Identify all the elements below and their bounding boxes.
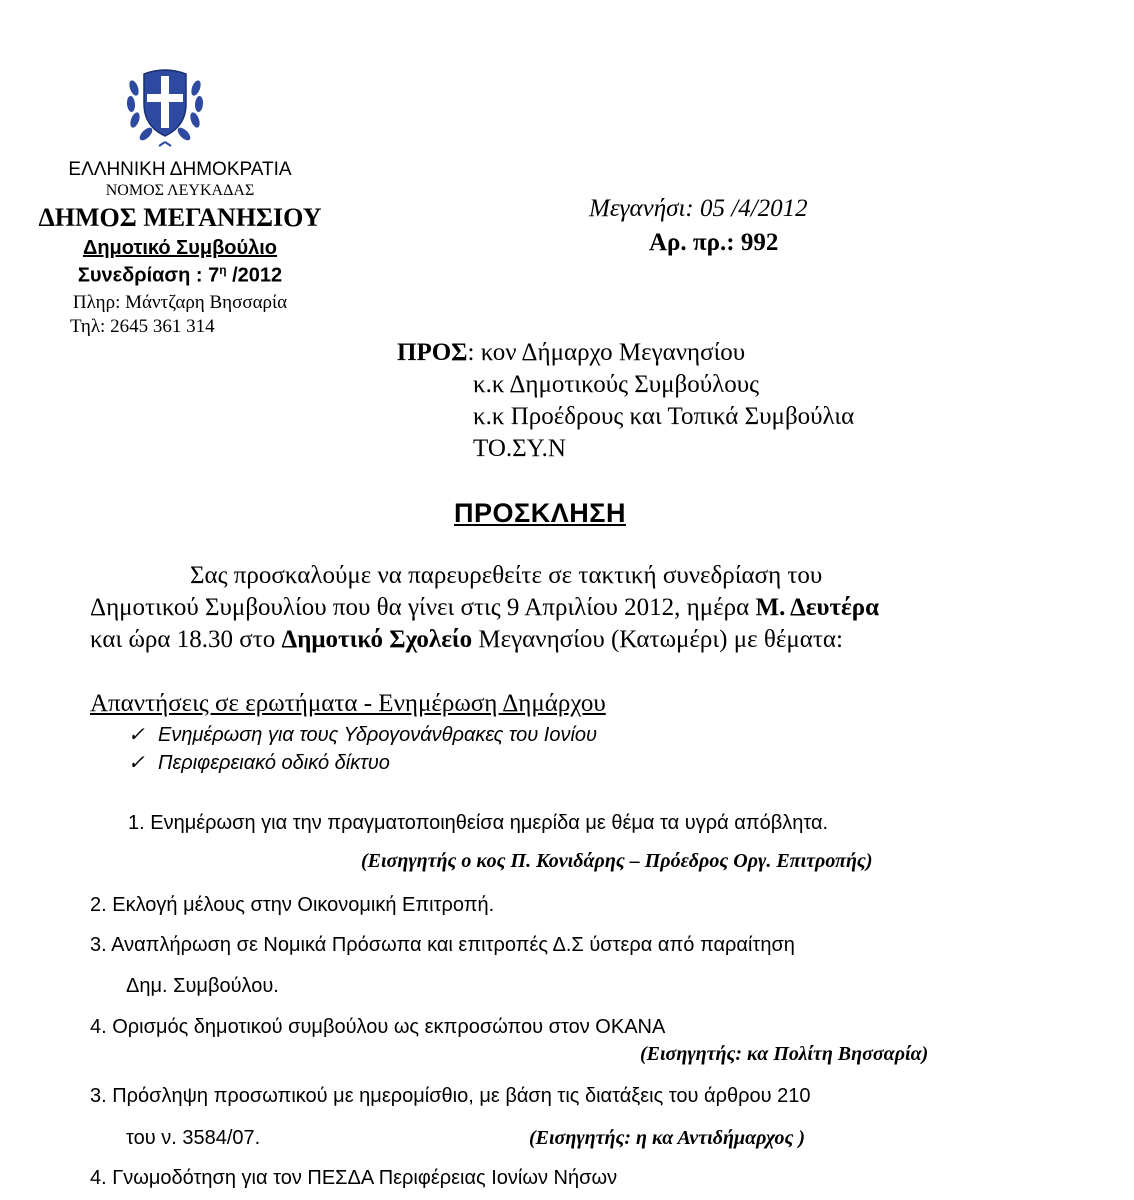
agenda-item-1-rapporteur: (Εισηγητής ο κος Π. Κονιδάρης – Πρόεδρος Οργ. Επιτροπής) bbox=[361, 850, 873, 872]
check-item-1: ✓ Ενημέρωση για τους Υδρογονάνθρακες του Ιονίου bbox=[128, 724, 598, 746]
document-title: ΠΡΟΣΚΛΗΣΗ bbox=[454, 498, 626, 528]
contact-person: Πληρ: Μάντζαρη Βησσαρία bbox=[72, 292, 288, 313]
agenda-item-5-rapporteur: (Εισηγητής: η κα Αντιδήμαρχος ) bbox=[529, 1127, 806, 1149]
intro-line-1: Σας προσκαλούμε να παρευρεθείτε σε τακτική συνεδρίαση του bbox=[190, 562, 823, 589]
checkmark-icon: ✓ bbox=[128, 752, 145, 774]
agenda-item-4: 4. Ορισμός δημοτικού συμβούλου ως εκπροσώπου στον ΟΚΑΝΑ bbox=[90, 1016, 666, 1038]
prefecture-name: ΝΟΜΟΣ ΛΕΥΚΑΔΑΣ bbox=[105, 182, 255, 199]
coat-of-arms-emblem bbox=[124, 58, 206, 148]
agenda-item-4-rapporteur: (Εισηγητής: κα Πολίτη Βησσαρία) bbox=[640, 1043, 929, 1065]
intro-line-2: Δημοτικού Συμβουλίου που θα γίνει στις 9 Απριλίου 2012, ημέρα Μ. Δευτέρα bbox=[90, 594, 880, 621]
council-name: Δημοτικό Συμβούλιο bbox=[82, 237, 278, 259]
protocol-number: Αρ. πρ.: 992 bbox=[649, 229, 779, 256]
recipients-line-4: ΤΟ.ΣΥ.Ν bbox=[473, 435, 566, 462]
agenda-item-5-line-2: του ν. 3584/07. bbox=[126, 1127, 261, 1149]
intro-line-3: και ώρα 18.30 στο Δημοτικό Σχολείο Μεγανησίου (Κατωμέρι) με θέματα: bbox=[90, 626, 843, 653]
recipients-line-2: κ.κ Δημοτικούς Συμβούλους bbox=[473, 371, 760, 398]
contact-phone: Τηλ: 2645 361 314 bbox=[70, 316, 215, 337]
agenda-item-3-line-1: 3. Αναπλήρωση σε Νομικά Πρόσωπα και επιτροπές Δ.Σ ύστερα από παραίτηση bbox=[90, 934, 795, 956]
session-number: Συνεδρίαση : $7^\eta$ /2012 bbox=[77, 263, 283, 287]
agenda-heading: Απαντήσεις σε ερωτήματα - Ενημέρωση Δημάρχου bbox=[90, 690, 606, 717]
recipients-line-1: ΠΡΟΣ: κον Δήμαρχο Μεγανησίου bbox=[397, 339, 746, 366]
agenda-item-2: 2. Εκλογή μέλους στην Οικονομική Επιτροπή. bbox=[90, 894, 495, 916]
agenda-item-5-line-1: 3. Πρόσληψη προσωπικού με ημερομίσθιο, με βάση τις διατάξεις του άρθρου 210 bbox=[90, 1085, 811, 1107]
checkmark-icon: ✓ bbox=[128, 724, 145, 746]
agenda-item-3-line-2: Δημ. Συμβούλου. bbox=[126, 975, 279, 997]
republic-name: ΕΛΛΗΝΙΚΗ ΔΗΜΟΚΡΑΤΙΑ bbox=[68, 159, 292, 180]
agenda-item-1: 1. Ενημέρωση για την πραγματοποιηθείσα ημερίδα με θέμα τα υγρά απόβλητα. bbox=[128, 812, 829, 834]
check-item-2: ✓ Περιφερειακό οδικό δίκτυο bbox=[128, 752, 390, 774]
place-date: Μεγανήσι: 05 /4/2012 bbox=[589, 195, 808, 222]
agenda-item-6: 4. Γνωμοδότηση για τον ΠΕΣΔΑ Περιφέρειας Ιονίων Νήσων bbox=[90, 1167, 618, 1189]
recipients-line-3: κ.κ Προέδρους και Τοπικά Συμβούλια bbox=[473, 403, 855, 430]
municipality-name: ΔΗΜΟΣ ΜΕΓΑΝΗΣΙΟΥ bbox=[38, 203, 322, 232]
